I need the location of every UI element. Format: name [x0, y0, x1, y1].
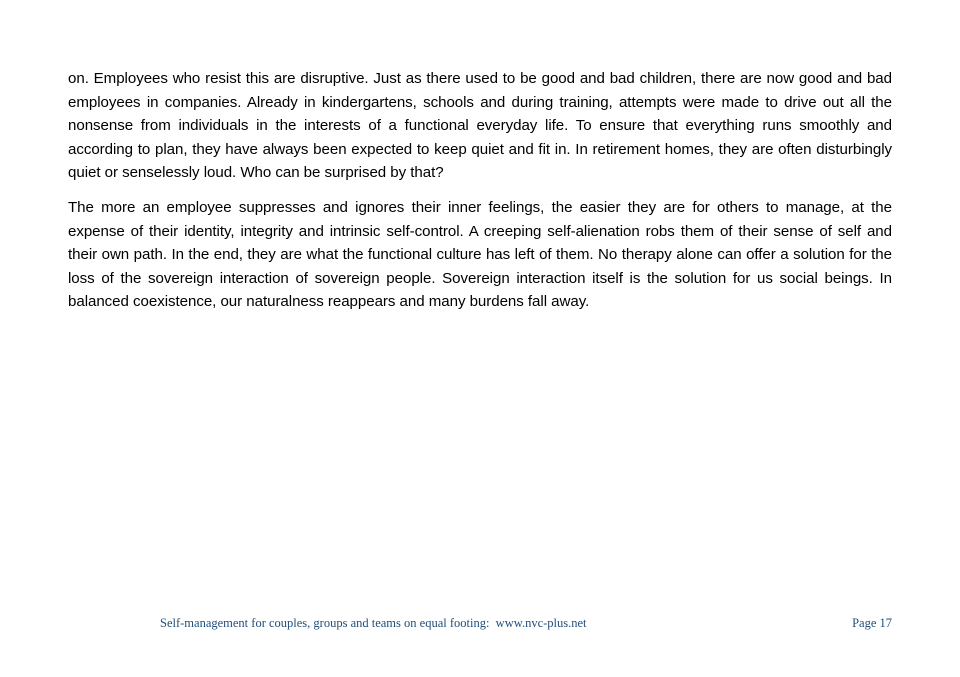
paragraph-1: on. Employees who resist this are disruptive. Just as there used to be good and bad children, there are now good and bad employees in companies. Already in kindergartens, schools and during training, attempts were made to drive out all the nonsense from individuals in the interests of a functional everyday life. To ensure that everything runs smoothly and according to plan, they have always been expected to keep quiet and fit in. In retirement homes, they are often disturbingly quiet or senselessly loud. Who can be surprised by that? — [68, 70, 892, 182]
body-text — [68, 67, 892, 325]
page-number: Page 17 — [852, 616, 892, 630]
footer-title: Self-management for couples, groups and teams on equal footing: www.nvc-plus.net — [160, 616, 587, 630]
paragraph-2: The more an employee suppresses and ignores their inner feelings, the easier they are for others to manage, at the expense of their identity, integrity and intrinsic self-control. A creeping self-alienation robs them of their sense of self and their own path. In the end, they are what the functional culture has left of them. No therapy alone can offer a solution for the loss of the sovereign interaction of sovereign people. Sovereign interaction itself is the solution for us social beings. In balanced coexistence, our naturalness reappears and many burdens fall away. — [68, 198, 892, 311]
